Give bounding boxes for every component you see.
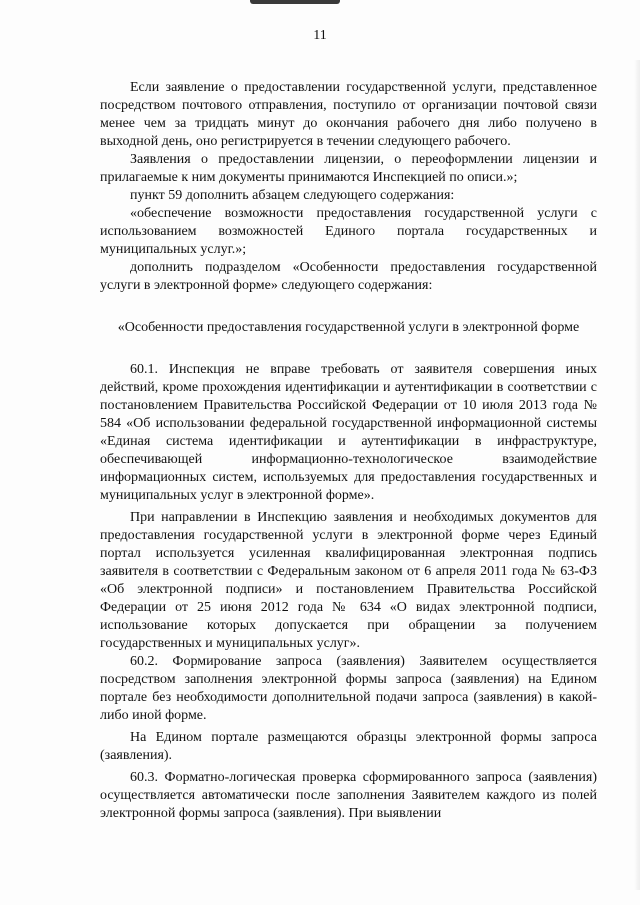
paragraph-60-3: 60.3. Форматно-логическая проверка сформированного запроса (заявления) осуществляется автоматически после заполнения Заявителем каждого из полей электронной формы запроса (заявления). При выявлении [100, 770, 597, 821]
paragraph-electronic-signature: При направлении в Инспекцию заявления и необходимых документов для предоставления государственной услуги в электронной форме через Единый портал используется усиленная квалифицированная электронная подпись заявителя в соответствии с Федеральным законом от 6 апреля 2011 года № 63-ФЗ «Об электронной подписи» и постановлением Правительства Российской Федерации от 25 июня 2012 года № 634 «О видах электронной подписи, использование которых допускается при обращении за получением государственных и муниципальных услуг». [100, 510, 597, 651]
paragraph-license-applications: Заявления о предоставлении лицензии, о переоформлении лицензии и прилагаемые к ним документы принимаются Инспекцией по описи.»; [100, 152, 597, 185]
paragraph-form-samples: На Едином портале размещаются образцы электронной формы запроса (заявления). [100, 730, 597, 763]
paragraph-point-59: пункт 59 дополнить абзацем следующего содержания: [130, 188, 455, 203]
section-heading: «Особенности предоставления государственной услуги в электронной форме [117, 320, 580, 335]
paragraph-60-2: 60.2. Формирование запроса (заявления) Заявителем осуществляется посредством заполнения электронной формы запроса (заявления) на Едином портале без необходимости дополнительной подачи запроса (заявления) в какой-либо иной форме. [100, 654, 597, 723]
paragraph-mail-registration: Если заявление о предоставлении государственной услуги, представленное посредством почтового отправления, поступило от организации почтовой связи менее чем за тридцать минут до окончания рабочего дня либо получено в выходной день, оно регистрируется в течении следующего рабочего. [100, 80, 597, 149]
page-number: 11 [313, 28, 327, 43]
document-body [100, 79, 597, 823]
paragraph-quote-portal: «обеспечение возможности предоставления государственной услуги с использованием возможностей Единого портала государственных и муниципальных услуг.»; [100, 206, 597, 257]
paragraph-add-subsection: дополнить подразделом «Особенности предоставления государственной услуги в электронной форме» следующего содержания: [100, 260, 597, 293]
scan-edge-top [250, 0, 340, 4]
scan-edge-right [634, 60, 640, 890]
paragraph-60-1: 60.1. Инспекция не вправе требовать от заявителя совершения иных действий, кроме прохождения идентификации и аутентификации в соответствии с постановлением Правительства Российской Федерации от 10 июля 2013 года № 584 «Об использовании федеральной государственной информационной системы «Единая система идентификации и аутентификации в инфраструктуре, обеспечивающей информационно-технологическое взаимодействие информационных систем, используемых для предоставления государственных и муниципальных услуг в электронной форме». [100, 362, 597, 503]
